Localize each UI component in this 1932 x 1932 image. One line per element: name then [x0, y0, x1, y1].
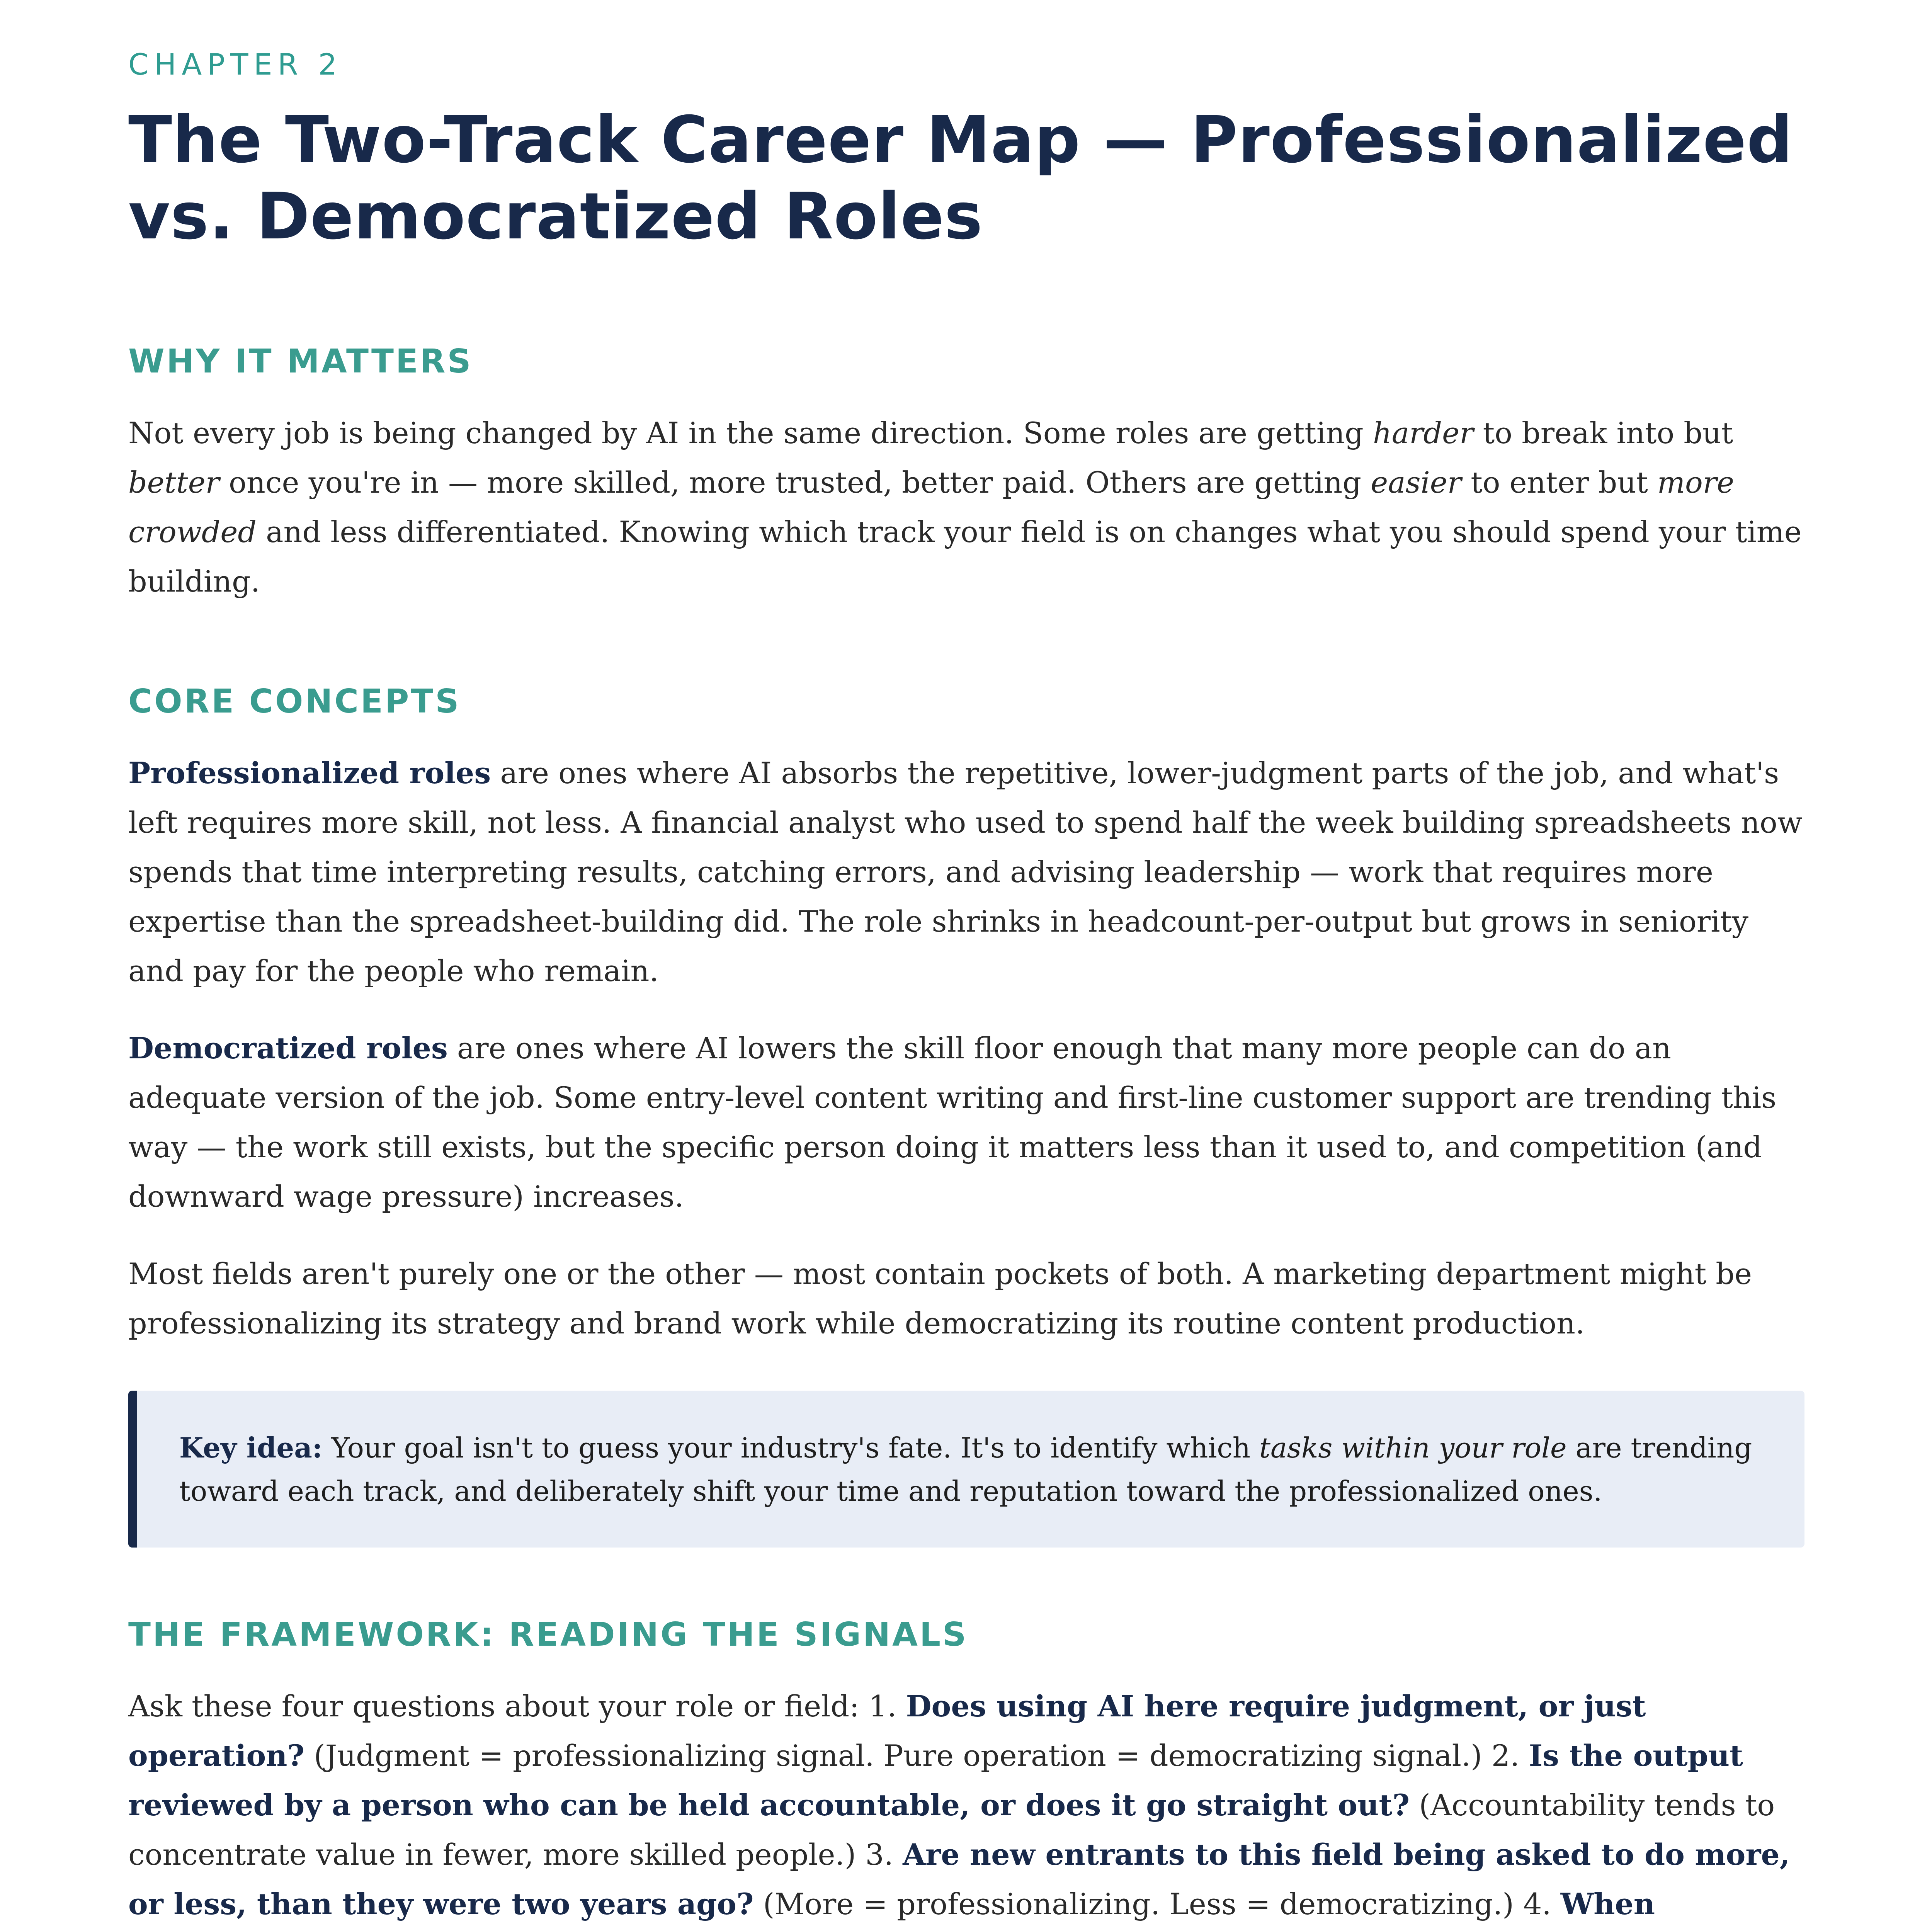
key-idea-label: Key idea:	[179, 1431, 323, 1464]
core-concepts-heading: CORE CONCEPTS	[128, 682, 461, 721]
emphasis-harder: harder	[1372, 416, 1474, 451]
framework-paragraph	[128, 1682, 1804, 1932]
text-run: Ask these four questions about your role or field: 1.	[128, 1689, 906, 1724]
question-2: Is the output reviewed by a person who can be held accountable, or does it go straight out?	[128, 1738, 1743, 1823]
chapter-label: CHAPTER 2	[128, 47, 342, 82]
emphasis-tasks: tasks within your role	[1259, 1432, 1567, 1464]
text-run: to enter but	[1461, 465, 1657, 500]
text-run: (Judgment = professionalizing signal. Pure operation = democratizing signal.) 2.	[304, 1738, 1529, 1773]
text-run: and less differentiated. Knowing which track your field is on changes what you should spend your time building.	[128, 515, 1802, 599]
text-run: once you're in — more skilled, more trusted, better paid. Others are getting	[219, 465, 1371, 500]
framework-heading: THE FRAMEWORK: READING THE SIGNALS	[128, 1616, 968, 1654]
text-run: to break into but	[1473, 416, 1733, 451]
text-run: Not every job is being changed by AI in the same direction. Some roles are getting	[128, 416, 1373, 451]
core-concepts-section	[128, 682, 1804, 1348]
text-run: are ones where AI lowers the skill floor enough that many more people can do an adequate version of the job. Some entry-level content writing and first-line customer support are trending this way — the work still exists, but the specific person doing it matters less than it used to, and competition (and downward wage pressure) increases.	[128, 1031, 1777, 1214]
why-it-matters-paragraph	[128, 408, 1804, 606]
professionalized-paragraph	[128, 748, 1804, 996]
why-it-matters-heading: WHY IT MATTERS	[128, 342, 473, 381]
why-it-matters-section	[128, 342, 1804, 606]
question-3: Are new entrants to this field being asked to do more, or less, than they were two years ago?	[128, 1837, 1790, 1922]
emphasis-easier: easier	[1371, 465, 1462, 500]
democratized-term: Democratized roles	[128, 1031, 448, 1066]
professionalized-term: Professionalized roles	[128, 756, 491, 791]
text-run: are ones where AI absorbs the repetitive, lower-judgment parts of the job, and what's left requires more skill, not less. A financial analyst who used to spend half the week building spreadsheets now spends that time interpreting results, catching errors, and advising leadership — work that requires more expertise than the spreadsheet-building did. The role shrinks in headcount-per-output but grows in seniority and pay for the people who remain.	[128, 756, 1803, 988]
key-idea-text	[179, 1426, 1754, 1513]
text-run: are trending toward each track, and deliberately shift your time and reputation toward the professionalized ones.	[179, 1432, 1752, 1508]
key-idea-callout	[128, 1391, 1804, 1548]
emphasis-better: better	[128, 465, 220, 500]
text-run: (Accountability tends to concentrate value in fewer, more skilled people.) 3.	[128, 1788, 1775, 1872]
question-1: Does using AI here require judgment, or just operation?	[128, 1689, 1646, 1773]
text-run: (More = professionalizing. Less = democratizing.) 4.	[753, 1887, 1561, 1922]
emphasis-more-crowded: more crowded	[128, 465, 1735, 549]
question-4: When	[1560, 1887, 1655, 1922]
text-run: Your goal isn't to guess your industry's fate. It's to identify which	[322, 1432, 1260, 1464]
democratized-paragraph	[128, 1024, 1804, 1221]
mixed-fields-paragraph: Most fields aren't purely one or the other — most contain pockets of both. A marketing department might be professionalizing its strategy and brand work while democratizing its routine content production.	[128, 1257, 1752, 1341]
framework-section	[128, 1615, 1804, 1932]
chapter-title: The Two-Track Career Map — Professionalized vs. Democratized Roles	[128, 103, 1793, 254]
